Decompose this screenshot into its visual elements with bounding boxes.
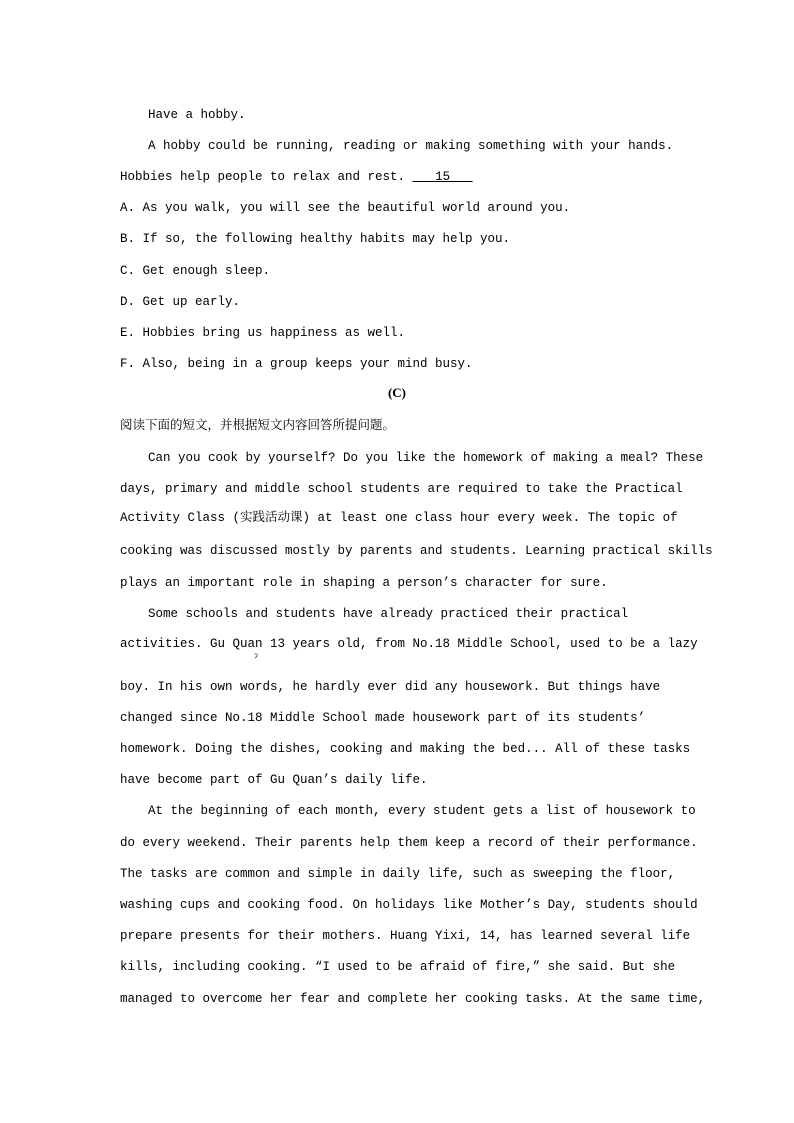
p1-line-2: days, primary and middle school students are required to take the Practical: [120, 482, 683, 496]
stray-mark: ˀ: [253, 654, 260, 665]
p2-line-6: have become part of Gu Quan’s daily life.: [120, 773, 428, 787]
hobby-line-2: [120, 169, 473, 185]
p3-line-3: The tasks are common and simple in daily life, such as sweeping the floor,: [120, 867, 676, 881]
p2-line-4: changed since No.18 Middle School made housework part of its students’: [120, 711, 646, 725]
section-c-heading: (C): [387, 385, 407, 400]
option-f: F. Also, being in a group keeps your mind busy.: [120, 357, 473, 371]
blank-number: 15: [435, 170, 451, 184]
answer-blank-15: [413, 169, 473, 185]
hobby-title: Have a hobby.: [148, 108, 246, 122]
option-b: B. If so, the following healthy habits may help you.: [120, 232, 511, 246]
p2-line-1: Some schools and students have already practiced their practical: [148, 607, 629, 621]
p3-line-5: prepare presents for their mothers. Huang Yixi, 14, has learned several life: [120, 929, 691, 943]
p1-line-5: plays an important role in shaping a person’s character for sure.: [120, 576, 608, 590]
option-a: A. As you walk, you will see the beautiful world around you.: [120, 201, 571, 215]
section-c-instruction: 阅读下面的短文，并根据短文内容回答所提问题。: [120, 417, 396, 432]
p3-line-4: washing cups and cooking food. On holidays like Mother’s Day, students should: [120, 898, 698, 912]
p1-line-4: cooking was discussed mostly by parents and students. Learning practical skills: [120, 544, 713, 558]
option-d: D. Get up early.: [120, 295, 241, 309]
p3-line-6: kills, including cooking. “I used to be afraid of fire,” she said. But she: [120, 960, 676, 974]
p2-line-3: boy. In his own words, he hardly ever did any housework. But things have: [120, 680, 661, 694]
p1-line-3: Activity Class (实践活动课) at least one class hour every week. The topic of: [120, 511, 678, 525]
p3-line-2: do every weekend. Their parents help them keep a record of their performance.: [120, 836, 698, 850]
hobby-line-2-text: Hobbies help people to relax and rest.: [120, 170, 413, 184]
hobby-line-1: A hobby could be running, reading or making something with your hands.: [148, 139, 674, 153]
p2-line-2: activities. Gu Quan 13 years old, from No.18 Middle School, used to be a lazy: [120, 637, 698, 651]
option-e: E. Hobbies bring us happiness as well.: [120, 326, 406, 340]
p2-line-5: homework. Doing the dishes, cooking and making the bed... All of these tasks: [120, 742, 691, 756]
option-c: C. Get enough sleep.: [120, 264, 271, 278]
p3-line-7: managed to overcome her fear and complete her cooking tasks. At the same time,: [120, 992, 706, 1006]
p1-line-1: Can you cook by yourself? Do you like the homework of making a meal? These: [148, 451, 704, 465]
p3-line-1: At the beginning of each month, every student gets a list of housework to: [148, 804, 696, 818]
